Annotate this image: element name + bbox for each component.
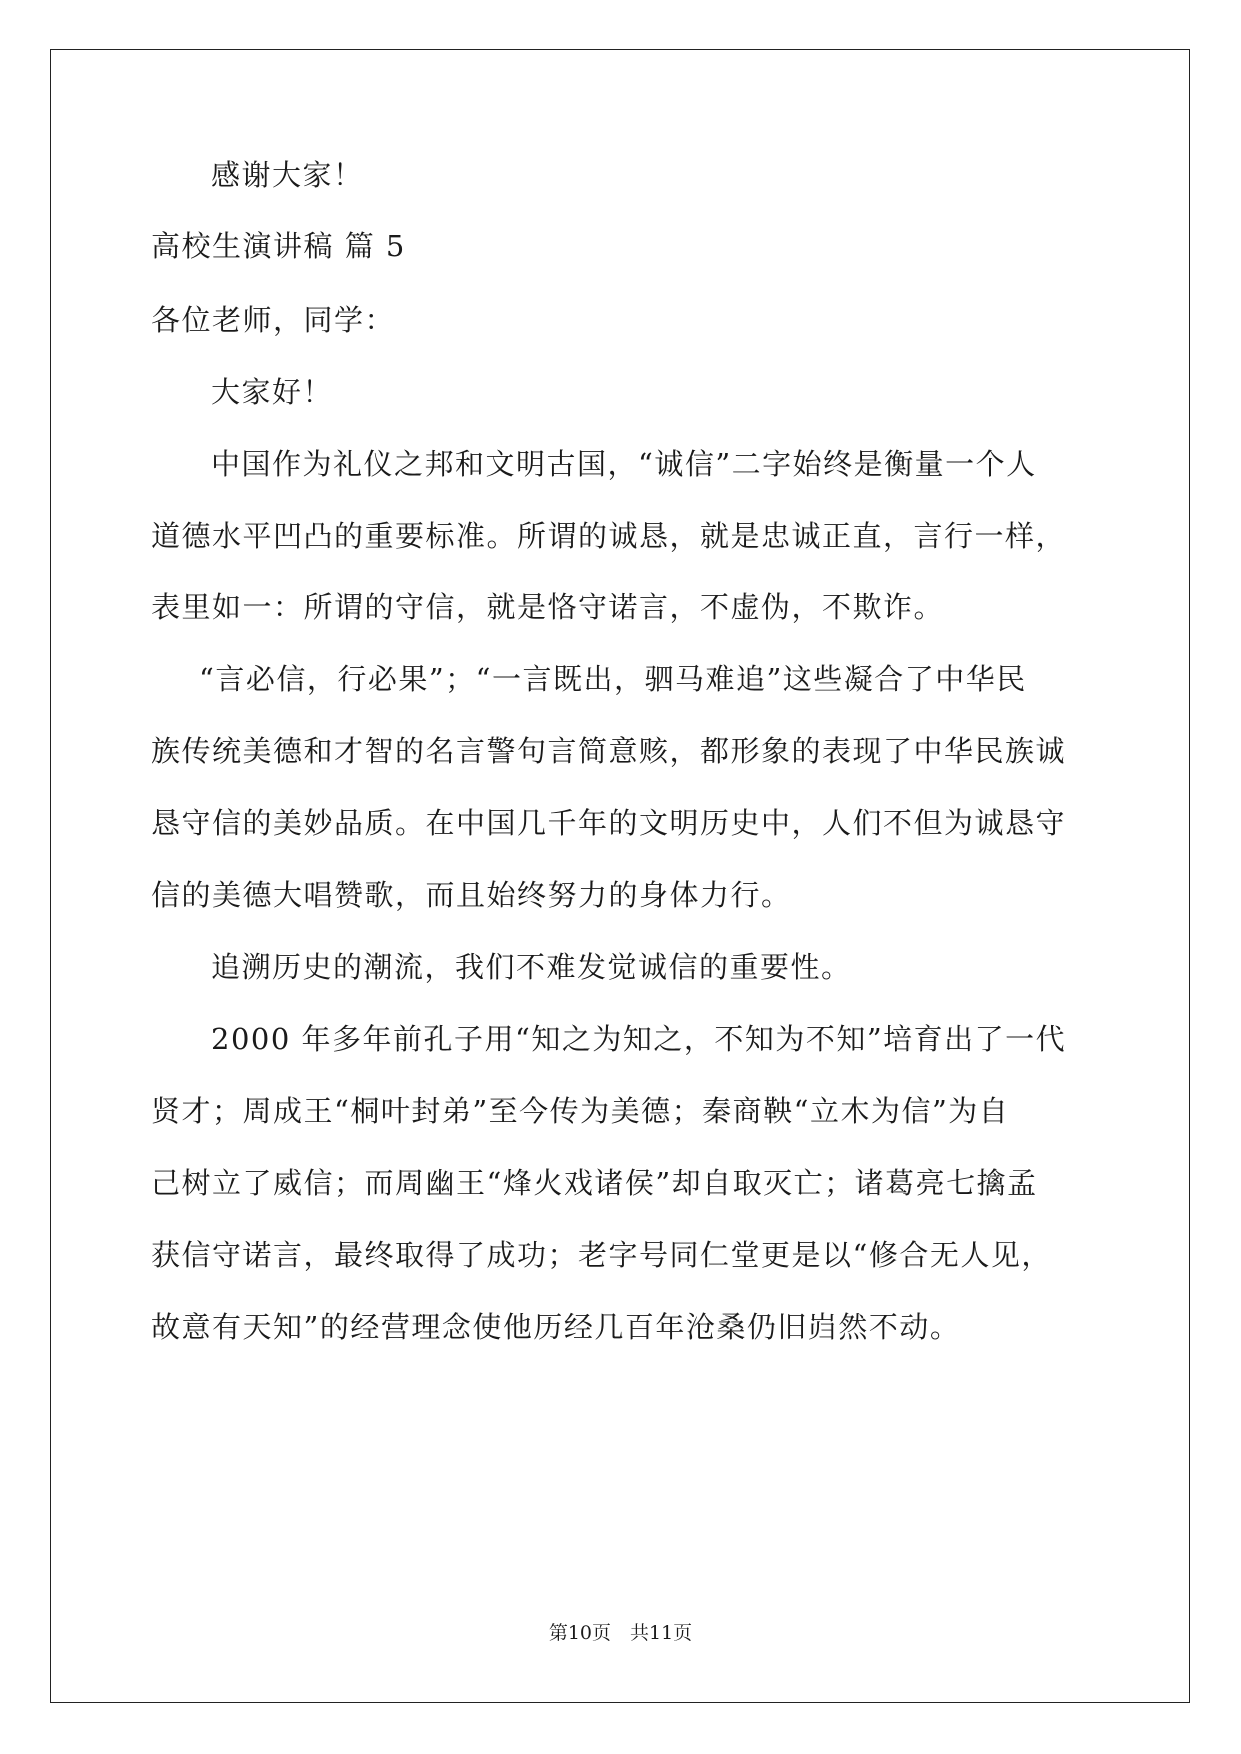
page-border	[50, 49, 1190, 1703]
section-heading: 高校生演讲稿 篇 5	[151, 229, 406, 263]
paragraph-line: 恳守信的美妙品质。在中国几千年的文明历史中，人们不但为诚恳守	[151, 806, 1067, 840]
paragraph-line: 2000 年多年前孔子用“知之为知之，不知为不知”培育出了一代	[211, 1022, 1067, 1056]
paragraph-line: 表里如一：所谓的守信，就是恪守诺言，不虚伪，不欺诈。	[151, 590, 945, 624]
paragraph-line: 族传统美德和才智的名言警句言简意赅，都形象的表现了中华民族诚	[151, 734, 1067, 768]
salutation: 各位老师，同学：	[151, 303, 396, 337]
paragraph-line: 信的美德大唱赞歌，而且始终努力的身体力行。	[151, 878, 792, 912]
greeting: 大家好！	[211, 375, 334, 409]
paragraph-line: 故意有天知”的经营理念使他历经几百年沧桑仍旧岿然不动。	[151, 1310, 961, 1344]
paragraph-line: 己树立了威信；而周幽王“烽火戏诸侯”却自取灭亡；诸葛亮七擒孟	[151, 1166, 1038, 1200]
paragraph-line: 追溯历史的潮流，我们不难发觉诚信的重要性。	[211, 950, 852, 984]
closing-line: 感谢大家！	[211, 158, 364, 192]
paragraph-line: “言必信，行必果”；“一言既出，驷马难追”这些凝合了中华民	[199, 662, 1027, 696]
paragraph-line: 贤才；周成王“桐叶封弟”至今传为美德；秦商鞅“立木为信”为自	[151, 1094, 1010, 1128]
paragraph-line: 中国作为礼仪之邦和文明古国，“诚信”二字始终是衡量一个人	[211, 447, 1037, 481]
page-number: 第10页 共11页	[548, 1622, 693, 1644]
paragraph-line: 道德水平凹凸的重要标准。所谓的诚恳，就是忠诚正直，言行一样，	[151, 519, 1067, 553]
paragraph-line: 获信守诺言，最终取得了成功；老字号同仁堂更是以“修合无人见，	[151, 1238, 1052, 1272]
